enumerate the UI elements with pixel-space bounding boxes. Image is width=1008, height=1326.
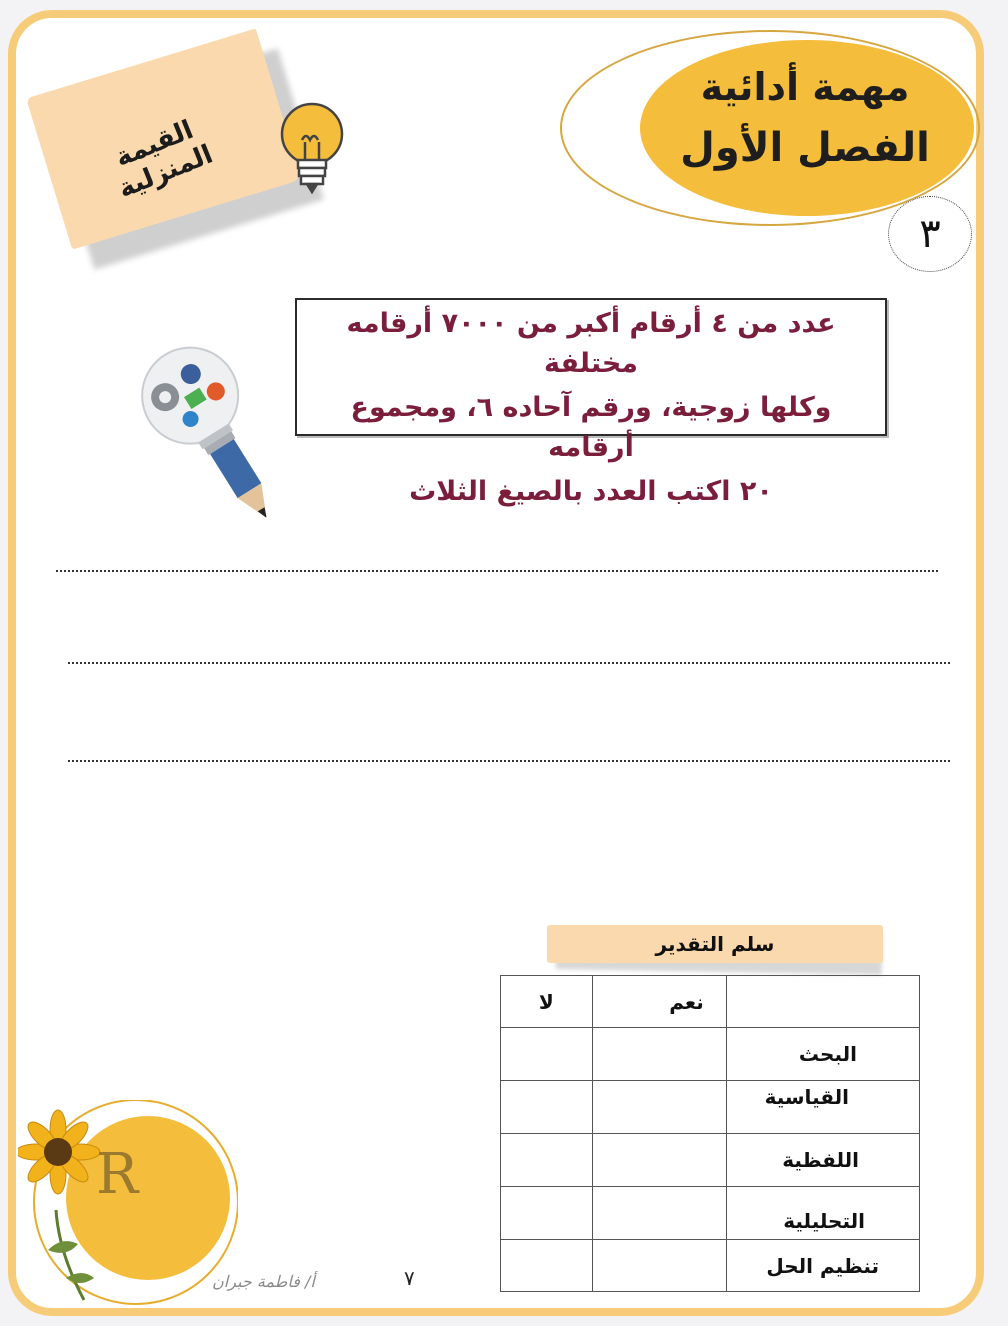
problem-line-3: ٢٠ اكتب العدد بالصيغ الثلاث: [409, 476, 773, 507]
cell-yes[interactable]: [592, 1028, 726, 1081]
author-credit: أ/ فاطمة جبران: [212, 1272, 315, 1291]
title-line-1: مهمة أدائية: [700, 65, 910, 109]
lightbulb-icon: [268, 96, 354, 200]
problem-line-1: عدد من ٤ أرقام أكبر من ٧٠٠٠ أرقامه مختلفة: [346, 308, 836, 379]
criterion-label: القياسية: [726, 1081, 919, 1134]
criterion-label: تنظيم الحل: [726, 1240, 919, 1292]
cell-no[interactable]: [501, 1134, 593, 1187]
page-number: ٧: [404, 1266, 415, 1290]
table-header-row: [501, 976, 920, 1028]
page-title: [660, 58, 950, 179]
problem-line-2: وكلها زوجية، ورقم آحاده ٦، ومجموع أرقامه: [350, 392, 832, 463]
answer-line-3[interactable]: [68, 760, 950, 762]
table-row: [501, 1134, 920, 1187]
title-line-2: الفصل الأول: [680, 124, 930, 171]
cell-yes[interactable]: [592, 1081, 726, 1134]
cell-yes[interactable]: [592, 1187, 726, 1240]
header-yes: نعم: [592, 976, 726, 1028]
rating-scale-title: سلم التقدير: [547, 925, 883, 963]
cell-no[interactable]: [501, 1187, 593, 1240]
criterion-label: البحث: [726, 1028, 919, 1081]
cell-no[interactable]: [501, 1028, 593, 1081]
table-row: [501, 1028, 920, 1081]
answer-line-2[interactable]: [68, 662, 950, 664]
rating-table: [500, 975, 920, 1292]
header-no: لا: [501, 976, 593, 1028]
header-criterion: [726, 976, 919, 1028]
task-number: ٣: [888, 196, 972, 272]
cell-yes[interactable]: [592, 1134, 726, 1187]
cell-no[interactable]: [501, 1081, 593, 1134]
criterion-label: اللفظية: [726, 1134, 919, 1187]
cell-yes[interactable]: [592, 1240, 726, 1292]
table-row: [501, 1081, 920, 1134]
sticky-note-label: القيمة المنزلية: [111, 114, 218, 205]
table-row: [501, 1240, 920, 1292]
cell-no[interactable]: [501, 1240, 593, 1292]
table-row: [501, 1187, 920, 1240]
answer-line-1[interactable]: [56, 570, 938, 572]
criterion-label: التحليلية: [726, 1187, 919, 1240]
logo-letter: R: [96, 1142, 139, 1207]
problem-box: [295, 298, 887, 507]
